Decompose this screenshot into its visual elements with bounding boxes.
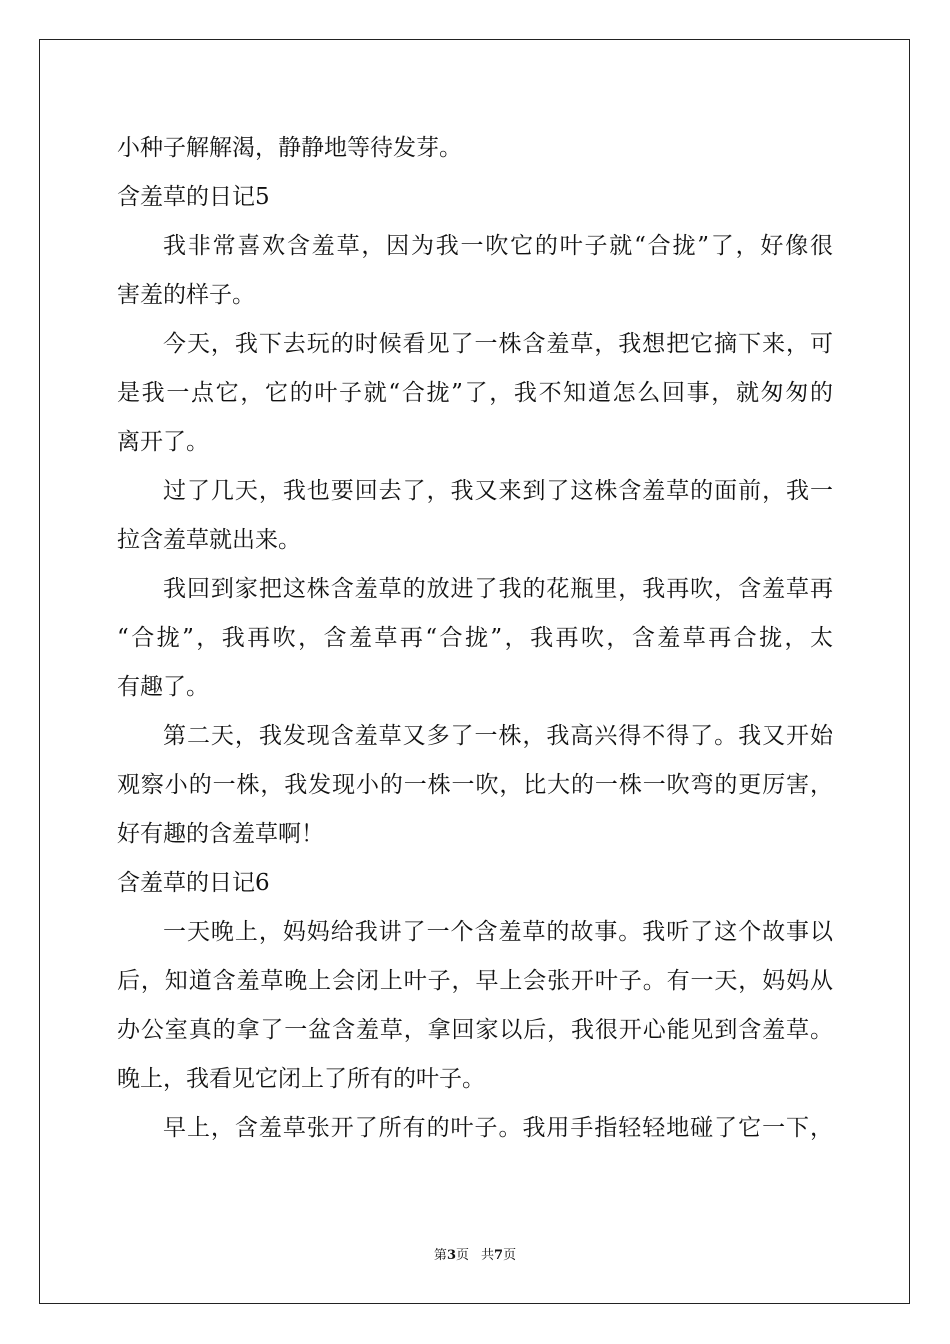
text-line-4: 害羞的样子。 (117, 282, 255, 308)
text-line-13: 第二天，我发现含羞草又多了一株，我高兴得不得了。我又开始 (163, 723, 833, 749)
text-line-10: 我回到家把这株含羞草的放进了我的花瓶里，我再吹，含羞草再 (163, 576, 833, 602)
text-line-20: 晚上，我看见它闭上了所有的叶子。 (117, 1066, 485, 1092)
text-line-14: 观察小的一株，我发现小的一株一吹，比大的一株一吹弯的更厉害， (117, 772, 833, 798)
line-text: 小种子解解渴，静静地等待发芽。 (117, 135, 462, 161)
text-line-18: 后，知道含羞草晚上会闭上叶子，早上会张开叶子。有一天，妈妈从 (117, 968, 833, 994)
text-line-17: 一天晚上，妈妈给我讲了一个含羞草的故事。我听了这个故事以 (163, 919, 833, 945)
heading-text: 含羞草的日记5 (117, 184, 270, 210)
text-line-7: 离开了。 (117, 429, 209, 455)
text-line-12: 有趣了。 (117, 674, 209, 700)
page-suffix: 页 (455, 1248, 469, 1263)
text-line-5: 今天，我下去玩的时候看见了一株含羞草，我想把它摘下来，可 (163, 331, 833, 357)
text-line-3: 我非常喜欢含羞草，因为我一吹它的叶子就“合拢”了，好像很 (163, 233, 833, 259)
page-footer (0, 1246, 950, 1266)
text-line-1 (117, 124, 833, 173)
text-line-8: 过了几天，我也要回去了，我又来到了这株含羞草的面前，我一 (163, 478, 833, 504)
document-body (117, 124, 833, 1153)
text-line-19: 办公室真的拿了一盆含羞草，拿回家以后，我很开心能见到含羞草。 (117, 1017, 833, 1043)
text-line-6: 是我一点它，它的叶子就“合拢”了，我不知道怎么回事，就匆匆的 (117, 380, 833, 406)
total-page-number: 7 (494, 1248, 504, 1263)
text-line-9: 拉含羞草就出来。 (117, 527, 301, 553)
total-suffix: 页 (503, 1248, 517, 1263)
page-prefix: 第 (433, 1248, 447, 1263)
text-line-21: 早上，含羞草张开了所有的叶子。我用手指轻轻地碰了它一下， (163, 1115, 833, 1141)
section-heading-6: 含羞草的日记6 (117, 870, 270, 896)
total-prefix: 共 (481, 1248, 495, 1263)
text-line-11: “合拢”，我再吹，含羞草再“合拢”，我再吹，含羞草再合拢，太 (117, 625, 833, 651)
text-line-15: 好有趣的含羞草啊！ (117, 821, 324, 847)
section-heading-5 (117, 173, 833, 222)
current-page-number: 3 (446, 1248, 456, 1263)
